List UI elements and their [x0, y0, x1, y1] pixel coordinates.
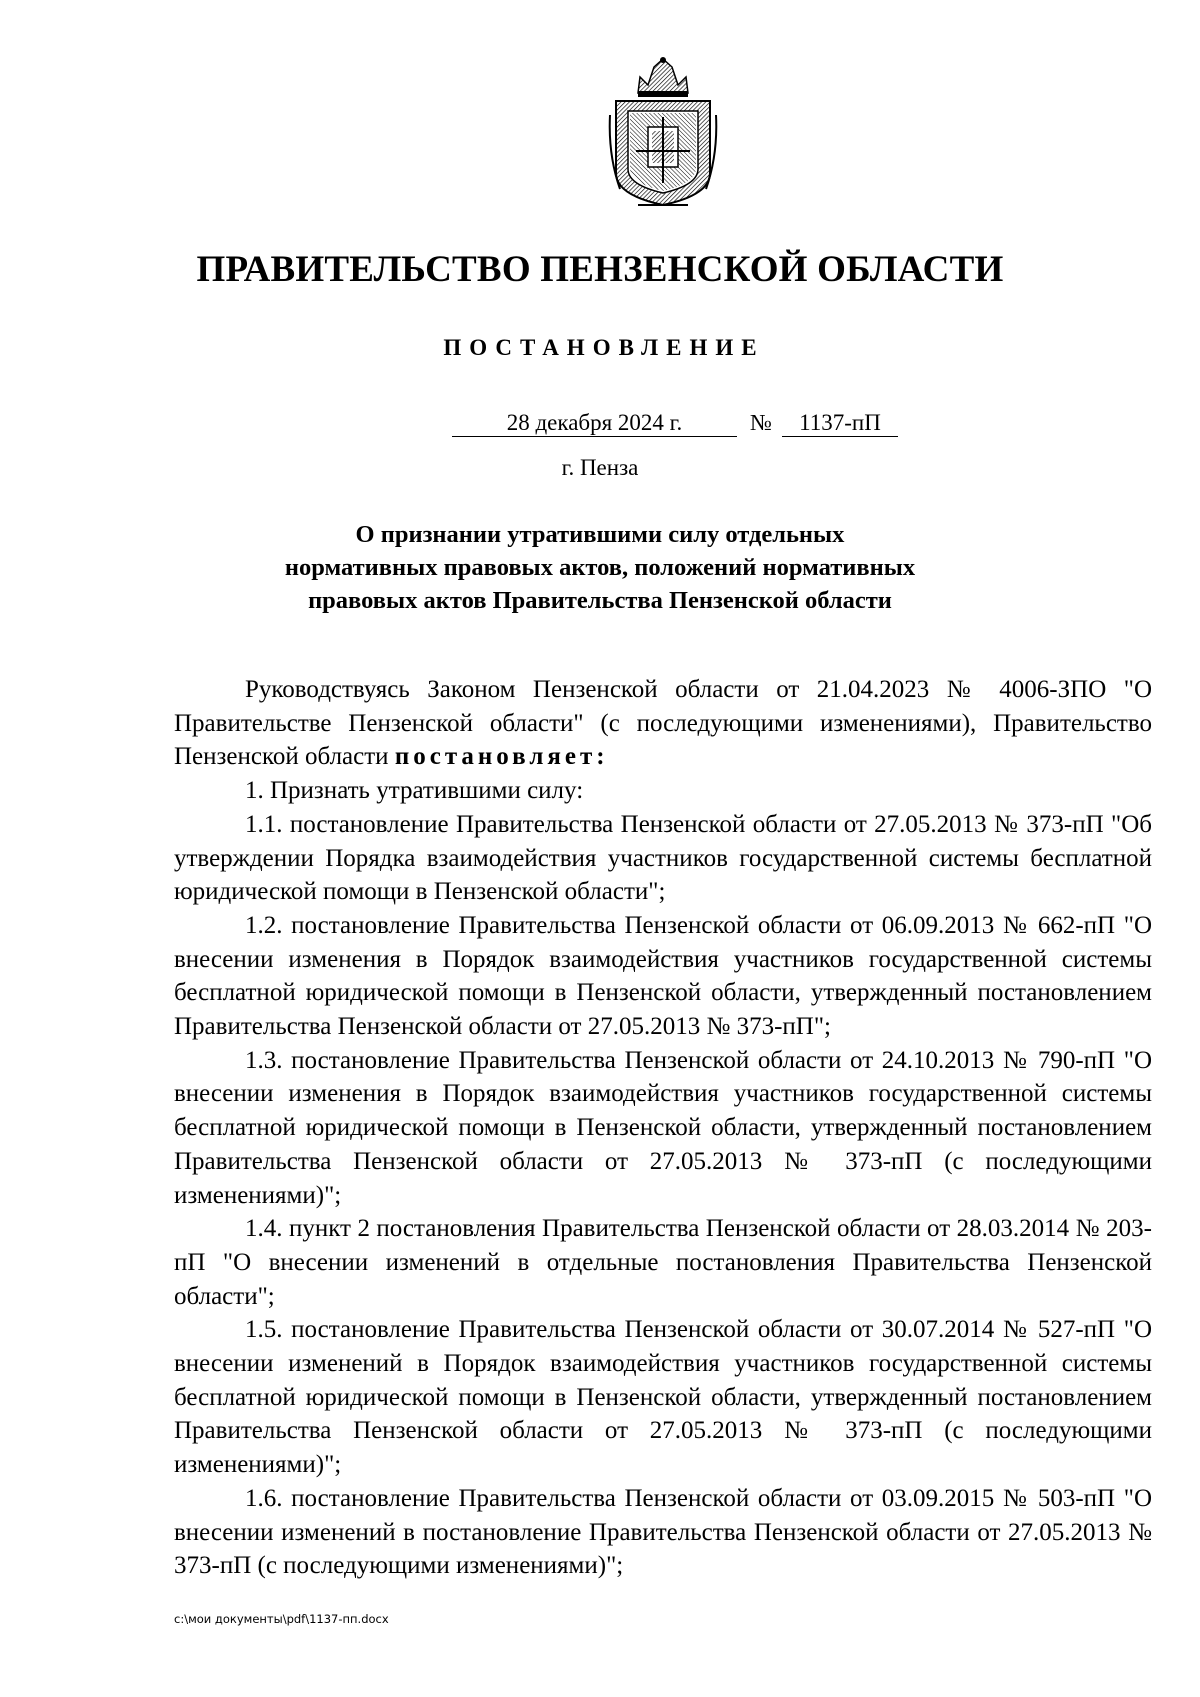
document-type: ПОСТАНОВЛЕНИЕ [443, 335, 765, 360]
paragraph-item-1: 1. Признать утратившими силу: [245, 777, 584, 805]
footer-file-path: c:\мои документы\pdf\1137-пп.docx [174, 1612, 389, 1626]
subject-line: правовых актов Правительства Пензенской области [308, 587, 892, 614]
paragraph-item-1-4: 1.4. пункт 2 постановления Правительства Пензенской области от 28.03.2014 № 203-пП "О внесении изменений в отдельные постановления Правительства Пензенской области"; [174, 1215, 1152, 1310]
document-subject [0, 518, 1200, 617]
subject-line: нормативных правовых актов, положений нормативных [284, 554, 916, 581]
organization-title: ПРАВИТЕЛЬСТВО ПЕНЗЕНСКОЙ ОБЛАСТИ [196, 249, 1004, 290]
paragraph-item-1-5: 1.5. постановление Правительства Пензенской области от 30.07.2014 № 527-пП "О внесении изменений в Порядок взаимодействия участников государственной системы бесплатной юридической помощи в Пензенской области, утвержденный постановлением Правительства Пензенской области от 27.05.2013 № 373-пП (с последующими изменениями)"; [174, 1316, 1152, 1479]
preamble-paragraph [174, 673, 1152, 774]
preamble-text: Руководствуясь Законом Пензенской области от 21.04.2023 № 4006-ЗПО "О Правительстве Пензенской области" (с последующими изменениями), Правительство Пензенской области [174, 676, 1152, 771]
decree-word: постановляет: [394, 743, 609, 771]
document-body [174, 673, 1152, 1583]
paragraph-item-1-3: 1.3. постановление Правительства Пензенской области от 24.10.2013 № 790-пП "О внесении изменения в Порядок взаимодействия участников государственной системы бесплатной юридической помощи в Пензенской области, утвержденный постановлением Правительства Пензенской области от 27.05.2013 № 373-пП (с последующими изменениями)"; [174, 1046, 1152, 1209]
subject-line: О признании утратившими силу отдельных [355, 521, 845, 548]
paragraph-item-1-1: 1.1. постановление Правительства Пензенской области от 27.05.2013 № 373-пП "Об утверждении Порядка взаимодействия участников государственной системы бесплатной юридической помощи в Пензенской области"; [174, 810, 1152, 906]
coat-of-arms-icon [608, 55, 718, 210]
number-sign: № [750, 410, 772, 435]
paragraph-item-1-6: 1.6. постановление Правительства Пензенской области от 03.09.2015 № 503-пП "О внесении изменений в постановление Правительства Пензенской области от 27.05.2013 № 373-пП (с последующими изменениями)"; [174, 1484, 1152, 1580]
paragraph-item-1-2: 1.2. постановление Правительства Пензенской области от 06.09.2013 № 662-пП "О внесении изменения в Порядок взаимодействия участников государственной системы бесплатной юридической помощи в Пензенской области, утвержденный постановлением Правительства Пензенской области от 27.05.2013 № 373-пП"; [174, 911, 1152, 1041]
document-number: 1137-пП [782, 410, 898, 437]
city: г. Пенза [561, 455, 639, 480]
document-date: 28 декабря 2024 г. [452, 410, 737, 437]
